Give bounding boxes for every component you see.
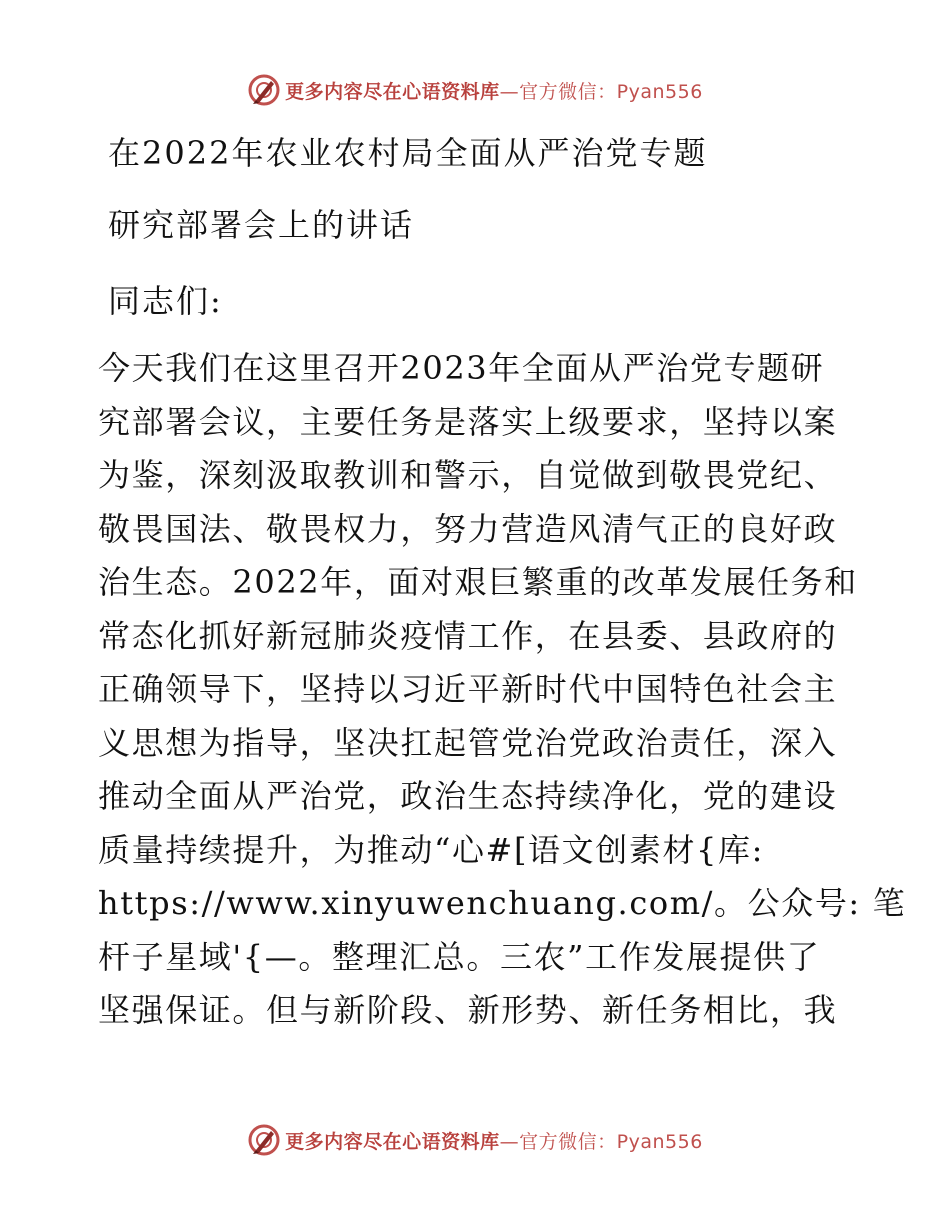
pen-logo-icon <box>247 73 281 107</box>
body-paragraph <box>98 342 907 1038</box>
body-line: 杆子星域'{—。整理汇总。三农”工作发展提供了 <box>98 937 821 976</box>
body-line: 究部署会议，主要任务是落实上级要求，坚持以案 <box>98 402 838 441</box>
footer-banner-tail: —官方微信：Pyan556 <box>499 1130 703 1153</box>
pen-logo-icon <box>247 1123 281 1157</box>
footer-banner-main: 更多内容尽在心语资料库 <box>285 1130 500 1153</box>
body-line: 治生态。2022年，面对艰巨繁重的改革发展任务和 <box>98 563 858 601</box>
body-line: 推动全面从严治党，政治生态持续净化，党的建设 <box>98 777 838 815</box>
body-line: 常态化抓好新冠肺炎疫情工作，在县委、县政府的 <box>98 616 838 655</box>
body-line: 义思想为指导，坚决扛起管党治党政治责任，深入 <box>98 723 838 762</box>
body-line: 坚强保证。但与新阶段、新形势、新任务相比，我 <box>98 991 838 1029</box>
header-banner-main: 更多内容尽在心语资料库 <box>285 80 500 103</box>
body-line: 今天我们在这里召开2023年全面从严治党专题研 <box>98 349 825 387</box>
body-line: 为鉴，深刻汲取教训和警示，自觉做到敬畏党纪、 <box>98 456 838 494</box>
header-banner <box>0 70 950 110</box>
salutation: 同志们: <box>108 282 223 320</box>
body-line: 质量持续提升，为推动“心#[语文创素材{库: <box>98 830 764 869</box>
body-line: 敬畏国法、敬畏权力，努力营造风清气正的良好政 <box>98 509 838 548</box>
footer-banner-text <box>285 1127 703 1154</box>
document-title-line-1: 在2022年农业农村局全面从严治党专题 <box>108 134 708 172</box>
header-banner-content <box>247 73 703 107</box>
footer-banner-content <box>247 1123 703 1157</box>
header-banner-text <box>285 77 703 104</box>
body-line: 正确领导下，坚持以习近平新时代中国特色社会主 <box>98 670 838 708</box>
document-title-line-2: 研究部署会上的讲话 <box>108 206 415 244</box>
body-line: https://www.xinyuwenchuang.com/。公众号: 笔 <box>98 884 907 922</box>
footer-banner <box>0 1120 950 1160</box>
header-banner-tail: —官方微信：Pyan556 <box>499 80 703 103</box>
